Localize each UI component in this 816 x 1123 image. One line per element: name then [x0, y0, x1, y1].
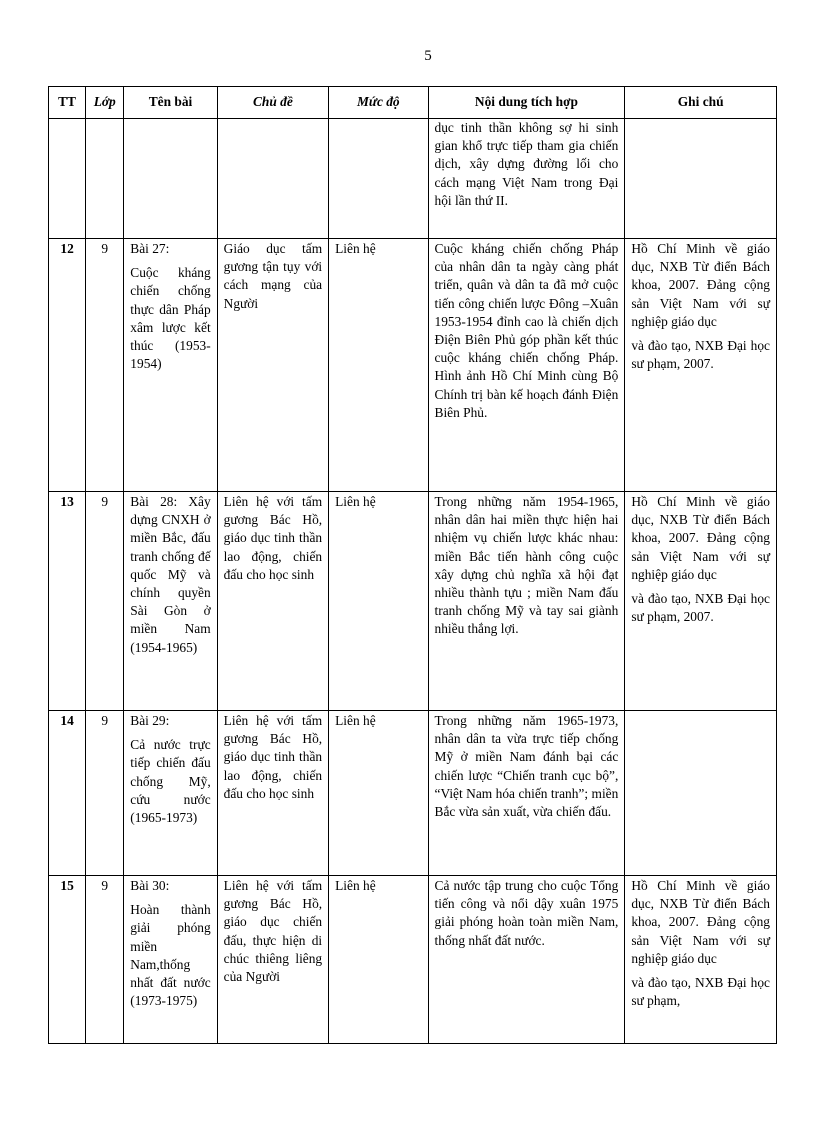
table-row: [49, 119, 777, 239]
header-ten-bai: Tên bài: [124, 87, 217, 119]
note-text: Hồ Chí Minh về giáo dục, NXB Từ điển Bách khoa, 2007. Đảng cộng sản Việt Nam với sự nghiệp giáo dục: [631, 241, 770, 329]
cell-topic: [217, 119, 328, 239]
cell-note: [625, 119, 777, 239]
header-muc-do: Mức độ: [329, 87, 428, 119]
lesson-label: Bài 29:: [130, 713, 170, 728]
cell-level: Liên hệ: [329, 711, 428, 876]
note-text: Hồ Chí Minh về giáo dục, NXB Từ điển Bách khoa, 2007. Đảng cộng sản Việt Nam với sự nghiệp giáo dục: [631, 494, 770, 582]
cell-tt: 14: [49, 711, 86, 876]
cell-tt: 15: [49, 876, 86, 1044]
lesson-title: Cuộc kháng chiến chống thực dân Pháp xâm lược kết thúc (1953-1954): [130, 265, 211, 372]
cell-level: Liên hệ: [329, 876, 428, 1044]
note-text: và đào tạo, NXB Đại học sư phạm,: [631, 975, 770, 1009]
table-row: [49, 711, 777, 876]
cell-level: Liên hệ: [329, 239, 428, 492]
cell-content: Cuộc kháng chiến chống Pháp của nhân dân ta ngày càng phát triển, quân và dân ta đã mở cuộc tiến công chiến lược Đông –Xuân 1953-1954 đỉnh cao là chiến dịch Điện Biên Phủ góp phần kết thúc cuộc kháng chiến chống Pháp. Hình ảnh Hồ Chí Minh cùng Bộ Chính trị bàn kế hoạch đánh Điện Biên Phủ.: [428, 239, 625, 492]
cell-note: [625, 711, 777, 876]
table-row: [49, 876, 777, 1044]
cell-tt: 13: [49, 492, 86, 711]
table-row: [49, 239, 777, 492]
header-noi-dung: Nội dung tích hợp: [428, 87, 625, 119]
integration-table: [48, 86, 777, 1044]
table-row: [49, 492, 777, 711]
cell-lop: [86, 119, 124, 239]
cell-content: Trong những năm 1954-1965, nhân dân hai miền thực hiện hai nhiệm vụ chiến lược khác nhau: miền Bắc tiến hành công cuộc xây dựng chủ nghĩa xã hội đạt nhiều thành tựu ; miền Nam đấu tranh chống Mỹ và tay sai giành nhiều thắng lợi.: [428, 492, 625, 711]
cell-tt: [49, 119, 86, 239]
cell-note: [625, 239, 777, 492]
header-tt: TT: [49, 87, 86, 119]
cell-lop: 9: [86, 876, 124, 1044]
lesson-title: Hoàn thành giải phóng miền Nam,thống nhất đất nước (1973-1975): [130, 902, 211, 1009]
lesson-label: Bài 27:: [130, 241, 170, 256]
table-header-row: [49, 87, 777, 119]
cell-lesson: [124, 876, 217, 1044]
cell-note: [625, 876, 777, 1044]
cell-lop: 9: [86, 492, 124, 711]
header-chu-de: Chủ đề: [217, 87, 328, 119]
header-ghi-chu: Ghi chú: [625, 87, 777, 119]
lesson-title: Cả nước trực tiếp chiến đấu chống Mỹ, cứu nước (1965-1973): [130, 737, 211, 826]
cell-level: Liên hệ: [329, 492, 428, 711]
cell-lop: 9: [86, 239, 124, 492]
cell-lesson: Bài 28: Xây dựng CNXH ở miền Bắc, đấu tranh chống đế quốc Mỹ và chính quyền Sài Gòn ở miền Nam (1954-1965): [124, 492, 217, 711]
cell-topic: Liên hệ với tấm gương Bác Hồ, giáo dục chiến đấu, thực hiện di chúc thiêng liêng của Người: [217, 876, 328, 1044]
cell-content: Trong những năm 1965-1973, nhân dân ta vừa trực tiếp chống Mỹ ở miền Nam đánh bại các chiến lược “Chiến tranh cục bộ”, “Việt Nam hóa chiến tranh”; miền Bắc vừa sản xuất, vừa chiến đấu.: [428, 711, 625, 876]
cell-lop: 9: [86, 711, 124, 876]
header-lop: Lớp: [86, 87, 124, 119]
cell-lesson: [124, 239, 217, 492]
cell-content: dục tinh thần không sợ hi sinh gian khổ trực tiếp tham gia chiến dịch, xây dựng đường lối cho cách mạng Việt Nam trong Đại hội lần thứ II.: [428, 119, 625, 239]
cell-tt: 12: [49, 239, 86, 492]
lesson-label: Bài 30:: [130, 878, 170, 893]
cell-note: [625, 492, 777, 711]
note-text: Hồ Chí Minh về giáo dục, NXB Từ điển Bách khoa, 2007. Đảng cộng sản Việt Nam với sự nghiệp giáo dục: [631, 878, 770, 966]
note-text: và đào tạo, NXB Đại học sư phạm, 2007.: [631, 338, 770, 372]
cell-content: Cả nước tập trung cho cuộc Tổng tiến công và nổi dậy xuân 1975 giải phóng hoàn toàn miền Nam, thống nhất đất nước.: [428, 876, 625, 1044]
cell-lesson: [124, 119, 217, 239]
cell-topic: Liên hệ với tấm gương Bác Hồ, giáo dục tinh thần lao động, chiến đấu cho học sinh: [217, 711, 328, 876]
cell-lesson: [124, 711, 217, 876]
cell-topic: Liên hệ với tấm gương Bác Hồ, giáo dục tinh thần lao động, chiến đấu cho học sinh: [217, 492, 328, 711]
cell-topic: Giáo dục tấm gương tận tụy với cách mạng của Người: [217, 239, 328, 492]
cell-level: [329, 119, 428, 239]
note-text: và đào tạo, NXB Đại học sư phạm, 2007.: [631, 591, 770, 625]
page-number: 5: [424, 48, 432, 64]
